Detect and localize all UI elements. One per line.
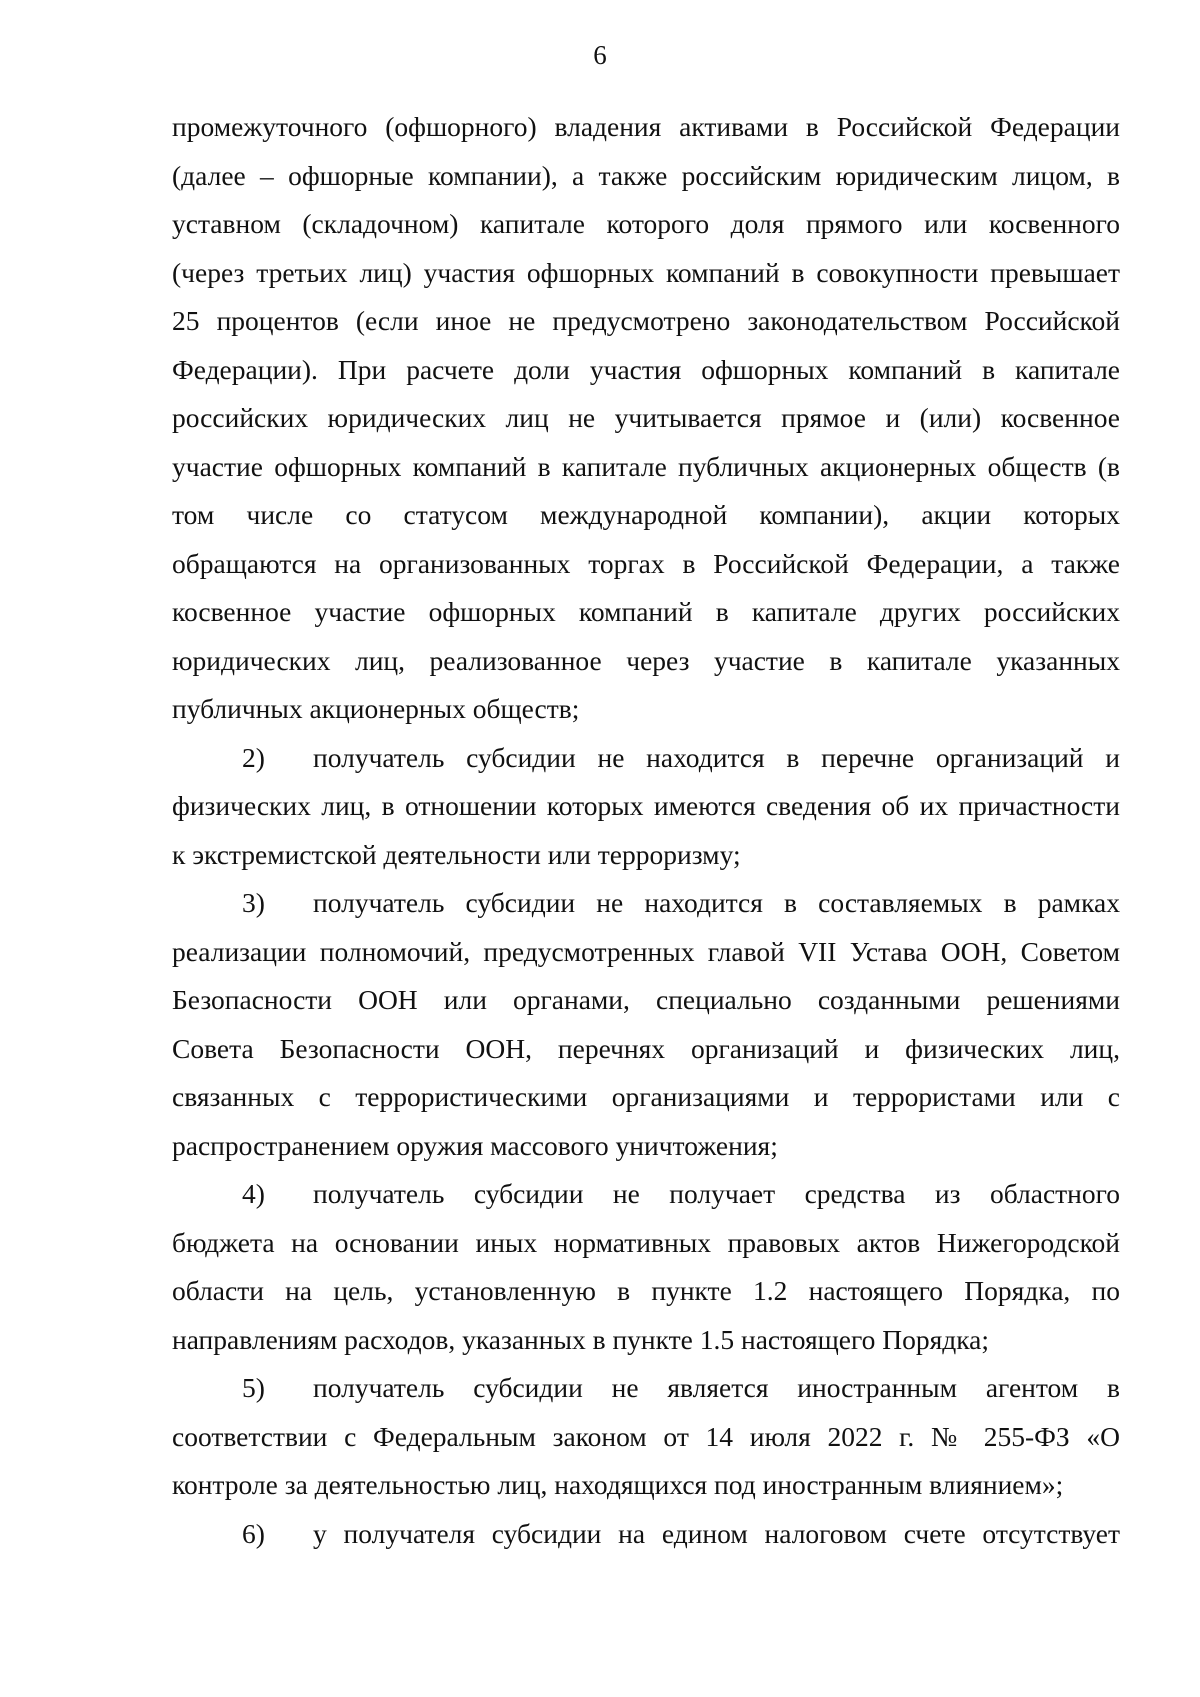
text-line: косвенное участие офшорных компаний в капитале других российских xyxy=(172,596,1120,627)
text-line: российских юридических лиц не учитывается прямое и (или) косвенное xyxy=(172,402,1120,433)
text-line: распространением оружия массового уничтожения; xyxy=(172,1129,778,1161)
text-line: 25 процентов (если иное не предусмотрено законодательством Российской xyxy=(172,305,1120,336)
paragraph-continuation xyxy=(172,103,1120,734)
text-line: (далее – офшорные компании), а также российским юридическим лицом, в xyxy=(172,159,1120,191)
item-number: 3) xyxy=(242,887,265,918)
list-item-4 xyxy=(172,1170,1120,1364)
text-line: реализации полномочий, предусмотренных главой VII Устава ООН, Советом xyxy=(172,935,1120,967)
text-line: получатель субсидии не является иностранным агентом в xyxy=(313,1372,1120,1403)
text-line: физических лиц, в отношении которых имеются сведения об их причастности xyxy=(172,790,1120,821)
text-line: контроле за деятельностью лиц, находящихся под иностранным влиянием»; xyxy=(172,1469,1064,1500)
text-line: к экстремистской деятельности или терроризму; xyxy=(172,838,741,870)
text-line: Безопасности ООН или органами, специально созданными решениями xyxy=(172,984,1120,1015)
list-item-6 xyxy=(172,1510,1120,1559)
text-line: Федерации). При расчете доли участия офшорных компаний в капитале xyxy=(172,353,1120,385)
item-number: 2) xyxy=(242,741,265,773)
list-item-5 xyxy=(172,1364,1120,1510)
text-line: промежуточного (офшорного) владения активами в Российской Федерации xyxy=(172,111,1120,142)
page-number: 6 xyxy=(593,40,607,70)
item-number: 4) xyxy=(242,1178,265,1209)
text-line: получатель субсидии не получает средства из областного xyxy=(313,1178,1120,1209)
text-line: юридических лиц, реализованное через участие в капитале указанных xyxy=(172,644,1120,676)
text-line: участие офшорных компаний в капитале публичных акционерных обществ (в xyxy=(172,450,1120,482)
item-number: 5) xyxy=(242,1372,265,1403)
text-line: (через третьих лиц) участия офшорных компаний в совокупности превышает xyxy=(172,256,1120,288)
text-line: соответствии с Федеральным законом от 14 июля 2022 г. № 255-ФЗ «О xyxy=(172,1420,1120,1452)
text-line: уставном (складочном) капитале которого доля прямого или косвенного xyxy=(172,208,1120,239)
list-item-2 xyxy=(172,734,1120,880)
text-line: получатель субсидии не находится в составляемых в рамках xyxy=(313,887,1120,918)
text-line: связанных с террористическими организациями и террористами или с xyxy=(172,1081,1120,1112)
item-number: 6) xyxy=(242,1517,265,1549)
text-line: у получателя субсидии на едином налоговом счете отсутствует xyxy=(313,1517,1120,1549)
text-line: направлениям расходов, указанных в пункте 1.5 настоящего Порядка; xyxy=(172,1323,990,1355)
text-line: получатель субсидии не находится в перечне организаций и xyxy=(313,741,1120,773)
document-body xyxy=(172,103,1120,1558)
text-line: обращаются на организованных торгах в Российской Федерации, а также xyxy=(172,547,1120,579)
text-line: публичных акционерных обществ; xyxy=(172,693,580,724)
text-line: бюджета на основании иных нормативных правовых актов Нижегородской xyxy=(172,1226,1120,1258)
text-line: том числе со статусом международной компании), акции которых xyxy=(172,499,1120,530)
text-line: области на цель, установленную в пункте 1.2 настоящего Порядка, по xyxy=(172,1275,1120,1306)
text-line: Совета Безопасности ООН, перечнях организаций и физических лиц, xyxy=(172,1032,1120,1064)
list-item-3 xyxy=(172,879,1120,1170)
